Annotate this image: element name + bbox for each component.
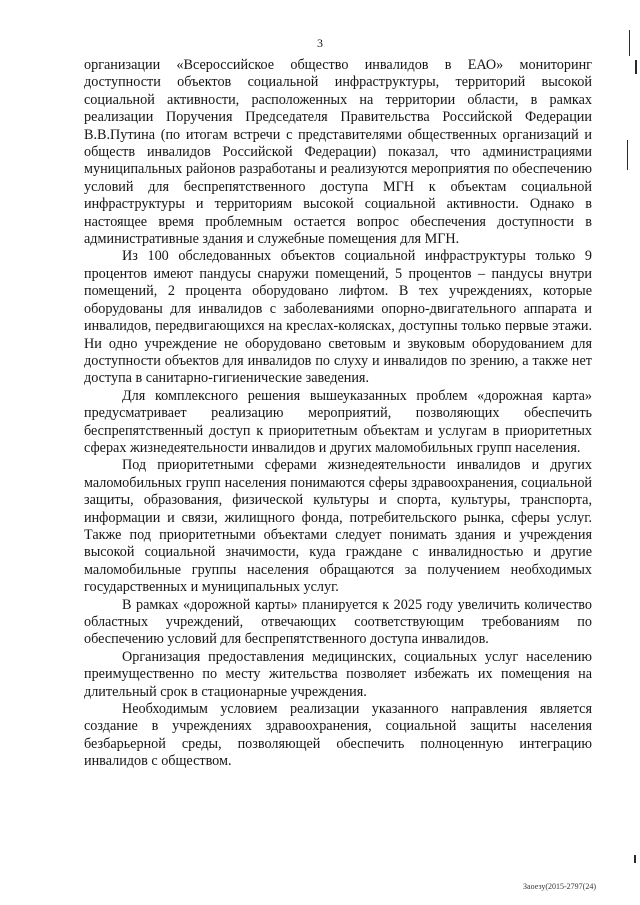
paragraph: Из 100 обследованных объектов социальной инфраструктуры только 9 процентов имеют пандусы снаружи помещений, 5 процентов – пандусы внутри помещений, 2 процента оборудовано лифтом. В тех учреждениях, которые оборудованы для инвалидов с заболеваниями опорно-двигательного аппарата и инвалидов, передвигающихся на креслах-колясках, доступны только первые этажи. Ни одно учреждение не оборудовано световым и звуковым оборудованием для доступности объектов для инвалидов по слуху и инвалидов по зрению, а также нет доступа в санитарно-гигиенические заведения. bbox=[84, 248, 592, 387]
page-number: 3 bbox=[317, 36, 323, 50]
paragraph: Организация предоставления медицинских, социальных услуг населению преимущественно по месту жительства позволяет избежать их помещения на длительный срок в стационарные учреждения. bbox=[84, 648, 592, 700]
paragraph: Необходимым условием реализации указанного направления является создание в учреждениях здравоохранения, социальной защиты населения безбарьерной среды, позволяющей обеспечить полноценную интеграцию инвалидов с обществом. bbox=[84, 701, 592, 770]
scan-edge-mark bbox=[629, 30, 630, 56]
scan-edge-mark bbox=[634, 855, 636, 863]
scan-edge-mark bbox=[635, 60, 637, 74]
document-body bbox=[84, 57, 592, 771]
paragraph: Под приоритетными сферами жизнедеятельности инвалидов и других маломобильных групп населения понимаются сферы здравоохранения, социальной защиты, образования, физической культуры и спорта, культуры, транспорта, информации и связи, жилищного фонда, потребительского рынка, сферы услуг. Также под приоритетными объектами следует понимать здания и учреждения высокой социальной значимости, куда граждане с инвалидностью и другие маломобильные группы населения обращаются за получением необходимых государственных и муниципальных услуг. bbox=[84, 457, 592, 596]
footer-code: Заоезу(2015-2797(24) bbox=[523, 882, 596, 891]
scan-edge-mark bbox=[627, 140, 628, 170]
paragraph: В рамках «дорожной карты» планируется к 2025 году увеличить количество областных учреждений, отвечающих соответствующим требованиям по обеспечению условий для беспрепятственного доступа инвалидов. bbox=[84, 596, 592, 648]
paragraph: Для комплексного решения вышеуказанных проблем «дорожная карта» предусматривает реализацию мероприятий, позволяющих обеспечить беспрепятственный доступ к приоритетным объектам и услугам в приоритетных сферах жизнедеятельности инвалидов и других маломобильных групп населения. bbox=[84, 387, 592, 456]
paragraph: организации «Всероссийское общество инвалидов в ЕАО» мониторинг доступности объектов социальной инфраструктуры, территорий высокой социальной активности, расположенных на территории области, в рамках реализации Поручения Председателя Правительства Российской Федерации В.В.Путина (по итогам встречи с представителями общественных организаций и обществ инвалидов Российской Федерации) показал, что администрациями муниципальных районов разработаны и реализуются мероприятия по обеспечению условий для беспрепятственного доступа МГН к объектам социальной инфраструктуры и территориям высокой социальной активности. Однако в настоящее время проблемным остается вопрос обеспечения доступности в административные здания и служебные помещения для МГН. bbox=[84, 57, 592, 248]
